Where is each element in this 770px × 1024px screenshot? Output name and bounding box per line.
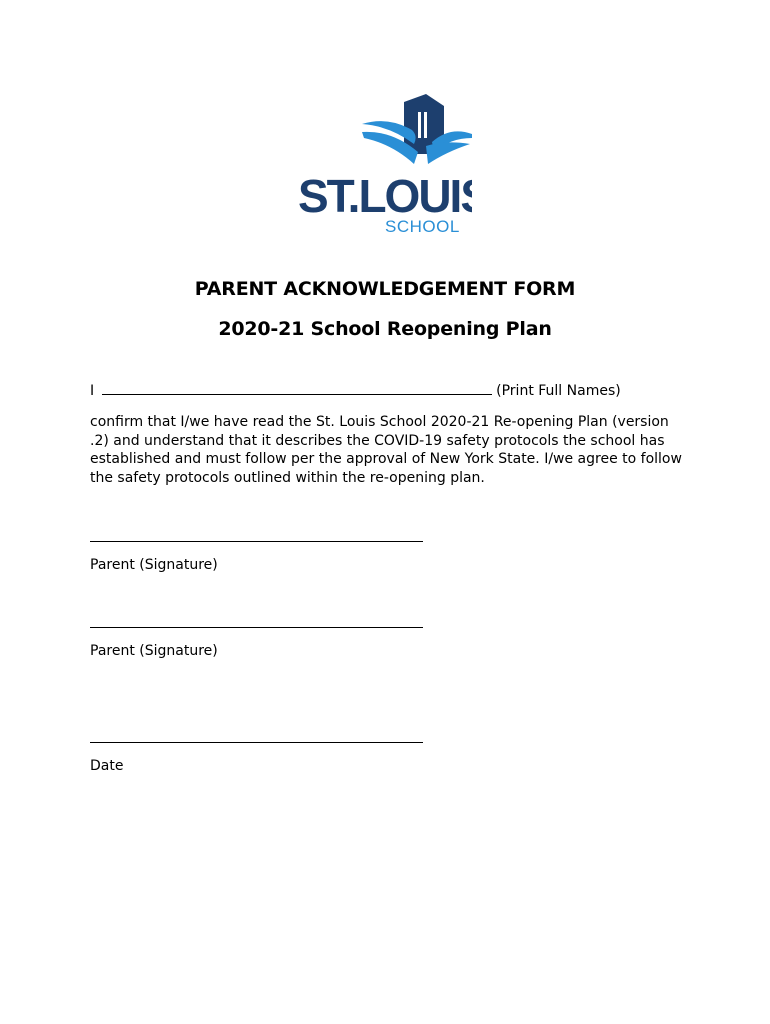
date-label: Date [90, 758, 124, 774]
name-suffix: (Print Full Names) [496, 383, 621, 399]
full-names-field[interactable] [102, 382, 492, 395]
form-subtitle: 2020-21 School Reopening Plan [218, 318, 552, 340]
date-field[interactable] [90, 742, 423, 743]
name-line [90, 382, 621, 399]
parent-signature-field-1[interactable] [90, 541, 423, 542]
svg-text:ST.LOUIS: ST.LOUIS [298, 170, 472, 222]
name-prefix: I [90, 383, 95, 399]
st-louis-school-logo-icon [296, 90, 472, 236]
parent-signature-label-2: Parent (Signature) [90, 643, 218, 659]
parent-signature-label-1: Parent (Signature) [90, 557, 218, 573]
svg-text:SCHOOL: SCHOOL [385, 217, 460, 236]
parent-signature-field-2[interactable] [90, 627, 423, 628]
form-title: PARENT ACKNOWLEDGEMENT FORM [194, 278, 576, 300]
school-logo [296, 90, 472, 236]
acknowledgement-text: confirm that I/we have read the St. Louis School 2020-21 Re-opening Plan (version .2) and understand that it describes the COVID-19 safety protocols the school has established and must follow per the approval of New York State. I/we agree to follow the safety protocols outlined within the re-opening plan. [90, 414, 682, 486]
